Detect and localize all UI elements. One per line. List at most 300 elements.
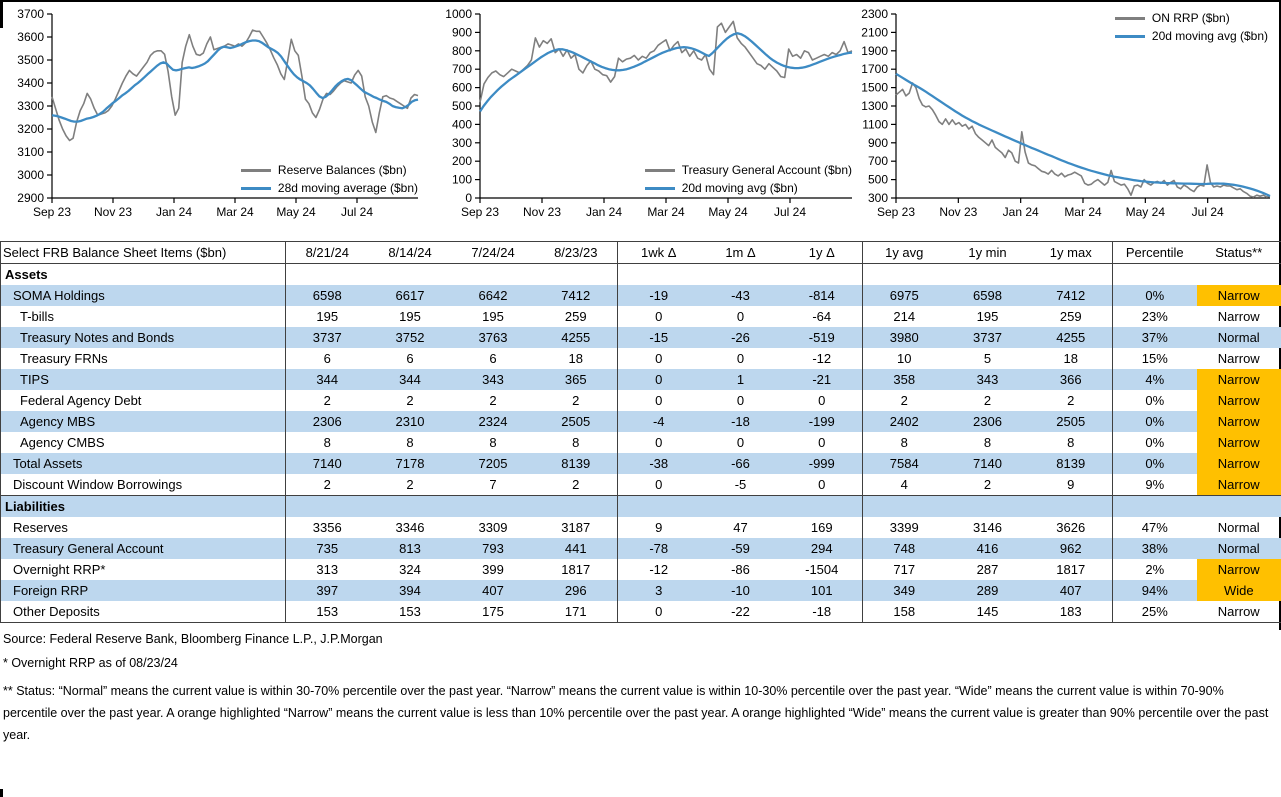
value-cell: 3737 bbox=[286, 327, 369, 348]
value-cell: 0 bbox=[782, 432, 863, 453]
row-label: Other Deposits bbox=[1, 601, 286, 623]
table-row bbox=[1, 306, 1281, 327]
value-cell: -1504 bbox=[782, 559, 863, 580]
value-cell: 0 bbox=[782, 390, 863, 411]
chart-on-rrp bbox=[850, 6, 1274, 224]
value-cell bbox=[863, 264, 946, 286]
value-cell: 0 bbox=[655, 309, 663, 324]
value-cell: 793 bbox=[452, 538, 535, 559]
value-cell: 7205 bbox=[452, 453, 535, 474]
value-cell: 3752 bbox=[369, 327, 452, 348]
svg-text:May 24: May 24 bbox=[276, 205, 316, 219]
row-label: Treasury General Account bbox=[1, 538, 286, 559]
value-cell: -43 bbox=[700, 285, 782, 306]
value-cell: 158 bbox=[893, 604, 916, 619]
value-cell bbox=[782, 496, 863, 518]
value-cell: 8139 bbox=[535, 453, 618, 474]
status-cell: Narrow bbox=[1197, 411, 1281, 432]
value-cell: -22 bbox=[731, 604, 750, 619]
column-header: 1y min bbox=[946, 242, 1030, 264]
svg-text:Jul 24: Jul 24 bbox=[1191, 205, 1224, 219]
row-label: T-bills bbox=[1, 306, 286, 327]
column-header: 1y avg bbox=[863, 242, 946, 264]
table-row bbox=[1, 517, 1281, 538]
value-cell: -12 bbox=[782, 348, 863, 369]
value-cell: 23% bbox=[1141, 309, 1168, 324]
value-cell: 183 bbox=[1030, 601, 1113, 623]
value-cell: -86 bbox=[731, 562, 750, 577]
svg-text:2100: 2100 bbox=[861, 25, 888, 40]
value-cell: 6642 bbox=[452, 285, 535, 306]
value-cell: 9 bbox=[1030, 474, 1113, 496]
status-cell: Narrow bbox=[1197, 474, 1281, 496]
value-cell: 10 bbox=[897, 351, 912, 366]
status-cell: Narrow bbox=[1217, 309, 1260, 324]
value-cell: 294 bbox=[782, 538, 863, 559]
value-cell: 399 bbox=[482, 562, 504, 577]
value-cell: 394 bbox=[369, 580, 452, 601]
table-row bbox=[1, 538, 1281, 559]
value-cell: 7 bbox=[452, 474, 535, 496]
value-cell: 169 bbox=[782, 517, 863, 538]
table-row bbox=[1, 348, 1281, 369]
svg-text:2900: 2900 bbox=[17, 191, 44, 205]
legend-swatch bbox=[1115, 35, 1145, 38]
value-cell: 7584 bbox=[863, 453, 946, 474]
svg-text:2300: 2300 bbox=[861, 7, 888, 21]
value-cell: 2 bbox=[900, 393, 908, 408]
row-label: Treasury Notes and Bonds bbox=[1, 327, 286, 348]
value-cell bbox=[369, 264, 452, 286]
svg-text:1300: 1300 bbox=[861, 99, 888, 113]
status-cell: Narrow bbox=[1217, 604, 1260, 619]
value-cell bbox=[286, 496, 369, 518]
value-cell: 344 bbox=[286, 369, 369, 390]
value-cell bbox=[782, 264, 863, 286]
value-cell: 6 bbox=[489, 351, 497, 366]
value-cell bbox=[1113, 264, 1197, 286]
value-cell: -18 bbox=[782, 601, 863, 623]
value-cell: 0% bbox=[1145, 393, 1165, 408]
value-cell: 3399 bbox=[889, 520, 919, 535]
legend-label: 20d moving avg ($bn) bbox=[1151, 29, 1268, 43]
value-cell: -59 bbox=[700, 538, 782, 559]
legend-swatch bbox=[241, 187, 271, 190]
value-cell: -814 bbox=[782, 285, 863, 306]
value-cell: 0 bbox=[655, 604, 663, 619]
svg-text:700: 700 bbox=[451, 62, 472, 77]
svg-text:Jul 24: Jul 24 bbox=[340, 205, 374, 219]
value-cell: 195 bbox=[482, 309, 504, 324]
value-cell: 4% bbox=[1113, 369, 1197, 390]
value-cell: -18 bbox=[700, 411, 782, 432]
value-cell: -12 bbox=[649, 562, 669, 577]
value-cell: 3187 bbox=[535, 517, 618, 538]
status-cell: Narrow bbox=[1197, 285, 1281, 306]
value-cell: 6 bbox=[406, 351, 414, 366]
value-cell: 6598 bbox=[946, 285, 1030, 306]
value-cell: -15 bbox=[618, 327, 700, 348]
value-cell: 195 bbox=[976, 309, 999, 324]
value-cell: 6 bbox=[323, 351, 331, 366]
value-cell: 5 bbox=[983, 351, 992, 366]
svg-text:300: 300 bbox=[451, 135, 472, 150]
value-cell: 0 bbox=[655, 351, 663, 366]
column-header: 1wk Δ bbox=[618, 242, 700, 264]
legend-entry bbox=[645, 180, 852, 196]
value-cell: 25% bbox=[1141, 604, 1168, 619]
value-cell: 15% bbox=[1141, 351, 1168, 366]
value-cell bbox=[700, 264, 782, 286]
value-cell: 2 bbox=[286, 474, 369, 496]
value-cell: 7140 bbox=[946, 453, 1030, 474]
value-cell: 2 bbox=[535, 474, 618, 496]
value-cell: 813 bbox=[369, 538, 452, 559]
row-label: TIPS bbox=[1, 369, 286, 390]
legend-swatch bbox=[645, 187, 675, 190]
svg-text:3200: 3200 bbox=[17, 122, 44, 136]
value-cell: 0 bbox=[782, 474, 863, 496]
legend-entry bbox=[241, 162, 418, 178]
value-cell: 47 bbox=[733, 520, 748, 535]
value-cell: -78 bbox=[618, 538, 700, 559]
svg-text:Mar 24: Mar 24 bbox=[1064, 205, 1102, 219]
svg-text:500: 500 bbox=[867, 172, 888, 187]
value-cell: 0 bbox=[618, 474, 700, 496]
svg-text:Mar 24: Mar 24 bbox=[647, 205, 685, 219]
row-label: Agency MBS bbox=[1, 411, 286, 432]
status-cell: Narrow bbox=[1197, 390, 1281, 411]
legend-entry bbox=[1115, 10, 1268, 26]
status-cell: Normal bbox=[1197, 327, 1281, 348]
table-row bbox=[1, 369, 1281, 390]
value-cell: 0 bbox=[736, 351, 745, 366]
value-cell: 416 bbox=[946, 538, 1030, 559]
column-header: 1y Δ bbox=[782, 242, 863, 264]
value-cell: 1817 bbox=[1030, 559, 1113, 580]
value-cell: 18 bbox=[535, 348, 618, 369]
value-cell bbox=[286, 264, 369, 286]
svg-text:200: 200 bbox=[451, 154, 472, 169]
value-cell: 8 bbox=[406, 435, 414, 450]
value-cell: 343 bbox=[946, 369, 1030, 390]
value-cell: 7140 bbox=[286, 453, 369, 474]
svg-text:100: 100 bbox=[451, 172, 472, 187]
value-cell: 358 bbox=[863, 369, 946, 390]
legend-label: 28d moving average ($bn) bbox=[277, 181, 418, 195]
table-row bbox=[1, 285, 1281, 306]
value-cell bbox=[1113, 496, 1197, 518]
status-cell: Narrow bbox=[1197, 453, 1281, 474]
table-header-row bbox=[1, 242, 1281, 264]
column-header: 8/14/24 bbox=[369, 242, 452, 264]
value-cell: 1817 bbox=[535, 559, 618, 580]
svg-text:May 24: May 24 bbox=[708, 205, 748, 219]
value-cell: 4255 bbox=[535, 327, 618, 348]
chart-legend bbox=[241, 162, 418, 196]
svg-text:Jan 24: Jan 24 bbox=[585, 205, 623, 219]
status-cell: Narrow bbox=[1197, 559, 1281, 580]
column-header: 7/24/24 bbox=[452, 242, 535, 264]
charts-row bbox=[0, 0, 1281, 232]
table-title-cell: Select FRB Balance Sheet Items ($bn) bbox=[1, 242, 286, 264]
value-cell: 313 bbox=[316, 562, 339, 577]
svg-text:Sep 23: Sep 23 bbox=[32, 205, 72, 219]
value-cell bbox=[946, 264, 1030, 286]
value-cell bbox=[369, 496, 452, 518]
value-cell: 3763 bbox=[452, 327, 535, 348]
row-label: Discount Window Borrowings bbox=[1, 474, 286, 496]
value-cell: 3309 bbox=[478, 520, 508, 535]
value-cell: 101 bbox=[782, 580, 863, 601]
status-definition-note: ** Status: “Normal” means the current value is within 30-70% percentile over the past year. “Narrow” means the current value is within 10-30% percentile over the past year. “Wide” means the current value is within 70-90% percentile over the past year. A orange highlighted “Narrow” means the current value is less than 10% percentile over the past year. A orange highlighted “Wide” means the current value is greater than 90% percentile over the past year. bbox=[3, 684, 1269, 742]
svg-text:1500: 1500 bbox=[861, 80, 888, 95]
svg-text:900: 900 bbox=[451, 25, 472, 40]
value-cell bbox=[700, 496, 782, 518]
column-header: 1y max bbox=[1030, 242, 1113, 264]
value-cell: 259 bbox=[1030, 306, 1113, 327]
svg-text:900: 900 bbox=[867, 135, 888, 150]
value-cell: 3737 bbox=[946, 327, 1030, 348]
value-cell: -26 bbox=[700, 327, 782, 348]
legend-label: 20d moving avg ($bn) bbox=[681, 181, 798, 195]
value-cell: 153 bbox=[399, 604, 421, 619]
svg-text:1900: 1900 bbox=[861, 43, 888, 58]
value-cell: 3356 bbox=[312, 520, 342, 535]
svg-text:Jan 24: Jan 24 bbox=[155, 205, 193, 219]
table-row bbox=[1, 327, 1281, 348]
row-label: Treasury FRNs bbox=[1, 348, 286, 369]
svg-text:600: 600 bbox=[451, 80, 472, 95]
table-row bbox=[1, 390, 1281, 411]
value-cell: 2 bbox=[369, 474, 452, 496]
svg-text:Nov 23: Nov 23 bbox=[93, 205, 133, 219]
status-cell: Normal bbox=[1217, 520, 1260, 535]
status-cell bbox=[1197, 496, 1281, 518]
value-cell: 7178 bbox=[369, 453, 452, 474]
legend-swatch bbox=[1115, 17, 1145, 20]
value-cell: -38 bbox=[618, 453, 700, 474]
value-cell: -519 bbox=[782, 327, 863, 348]
value-cell: 407 bbox=[452, 580, 535, 601]
svg-text:3100: 3100 bbox=[17, 145, 44, 159]
value-cell: 2 bbox=[323, 393, 331, 408]
legend-swatch bbox=[241, 169, 271, 172]
svg-text:Sep 23: Sep 23 bbox=[460, 205, 500, 219]
value-cell: 94% bbox=[1113, 580, 1197, 601]
legend-label: Treasury General Account ($bn) bbox=[681, 163, 852, 177]
value-cell: 7412 bbox=[1030, 285, 1113, 306]
chart-reserve-balances bbox=[6, 6, 422, 224]
svg-text:Nov 23: Nov 23 bbox=[522, 205, 562, 219]
value-cell: 289 bbox=[946, 580, 1030, 601]
value-cell: -19 bbox=[618, 285, 700, 306]
svg-text:Sep 23: Sep 23 bbox=[876, 205, 916, 219]
value-cell: 441 bbox=[535, 538, 618, 559]
svg-text:Mar 24: Mar 24 bbox=[216, 205, 254, 219]
value-cell: 0 bbox=[736, 435, 745, 450]
svg-text:1000: 1000 bbox=[445, 7, 472, 21]
value-cell bbox=[946, 496, 1030, 518]
value-cell bbox=[618, 264, 700, 286]
value-cell: 287 bbox=[976, 562, 999, 577]
svg-text:500: 500 bbox=[451, 99, 472, 113]
value-cell bbox=[535, 264, 618, 286]
value-cell bbox=[1030, 496, 1113, 518]
value-cell: 0 bbox=[736, 309, 745, 324]
value-cell: 195 bbox=[316, 309, 339, 324]
svg-text:0: 0 bbox=[465, 191, 472, 205]
column-header: Status** bbox=[1197, 242, 1281, 264]
value-cell: 2 bbox=[983, 393, 992, 408]
value-cell: 2 bbox=[406, 393, 414, 408]
legend-swatch bbox=[645, 169, 675, 172]
value-cell: 3346 bbox=[395, 520, 425, 535]
row-label: SOMA Holdings bbox=[1, 285, 286, 306]
status-cell: Wide bbox=[1197, 580, 1281, 601]
svg-text:800: 800 bbox=[451, 43, 472, 58]
table-row bbox=[1, 432, 1281, 453]
value-cell: 0 bbox=[736, 393, 745, 408]
value-cell: 366 bbox=[1030, 369, 1113, 390]
value-cell: 0% bbox=[1113, 285, 1197, 306]
value-cell: 2 bbox=[1030, 390, 1113, 411]
svg-text:May 24: May 24 bbox=[1125, 205, 1166, 219]
value-cell: -4 bbox=[618, 411, 700, 432]
legend-entry bbox=[1115, 28, 1268, 44]
value-cell: 18 bbox=[1030, 348, 1113, 369]
row-label: Total Assets bbox=[1, 453, 286, 474]
svg-text:3500: 3500 bbox=[17, 53, 44, 67]
status-cell: Narrow bbox=[1197, 432, 1281, 453]
value-cell: 9 bbox=[655, 520, 663, 535]
svg-text:3600: 3600 bbox=[17, 30, 44, 44]
chart-legend bbox=[1115, 10, 1268, 44]
value-cell: 343 bbox=[452, 369, 535, 390]
value-cell bbox=[1030, 264, 1113, 286]
value-cell: -999 bbox=[782, 453, 863, 474]
value-cell: 324 bbox=[399, 562, 421, 577]
svg-text:400: 400 bbox=[451, 117, 472, 132]
value-cell: 153 bbox=[316, 604, 339, 619]
svg-text:Nov 23: Nov 23 bbox=[939, 205, 978, 219]
value-cell: 195 bbox=[399, 309, 421, 324]
value-cell bbox=[535, 496, 618, 518]
value-cell: 2 bbox=[489, 393, 497, 408]
row-label: Agency CMBS bbox=[1, 432, 286, 453]
value-cell: 175 bbox=[482, 604, 504, 619]
row-label: Federal Agency Debt bbox=[1, 390, 286, 411]
table-row bbox=[1, 580, 1281, 601]
value-cell: 3 bbox=[618, 580, 700, 601]
value-cell: 407 bbox=[1030, 580, 1113, 601]
value-cell: 397 bbox=[286, 580, 369, 601]
source-note: Source: Federal Reserve Bank, Bloomberg Finance L.P., J.P.Morgan bbox=[3, 632, 383, 646]
table-row bbox=[1, 601, 1281, 623]
value-cell: 296 bbox=[535, 580, 618, 601]
svg-text:3700: 3700 bbox=[17, 7, 44, 21]
value-cell: 344 bbox=[369, 369, 452, 390]
svg-text:3400: 3400 bbox=[17, 76, 44, 90]
value-cell: 2402 bbox=[863, 411, 946, 432]
row-label: Liabilities bbox=[1, 496, 286, 518]
footnotes bbox=[3, 632, 1277, 746]
value-cell: 214 bbox=[893, 309, 916, 324]
row-label: Assets bbox=[1, 264, 286, 286]
svg-text:3300: 3300 bbox=[17, 99, 44, 113]
value-cell: 2306 bbox=[286, 411, 369, 432]
legend-label: Reserve Balances ($bn) bbox=[277, 163, 407, 177]
svg-text:Jan 24: Jan 24 bbox=[1002, 205, 1039, 219]
value-cell: -66 bbox=[700, 453, 782, 474]
table-row bbox=[1, 453, 1281, 474]
value-cell: 8 bbox=[900, 435, 908, 450]
value-cell bbox=[452, 264, 535, 286]
status-cell: Narrow bbox=[1197, 369, 1281, 390]
value-cell: 962 bbox=[1030, 538, 1113, 559]
chart-treasury-general-account bbox=[434, 6, 856, 224]
svg-text:300: 300 bbox=[867, 191, 888, 205]
value-cell bbox=[452, 496, 535, 518]
balance-sheet-table bbox=[0, 241, 1281, 623]
svg-text:1100: 1100 bbox=[862, 117, 888, 132]
value-cell: 8 bbox=[535, 432, 618, 453]
value-cell: 7412 bbox=[535, 285, 618, 306]
value-cell: 6975 bbox=[863, 285, 946, 306]
svg-text:Jul 24: Jul 24 bbox=[773, 205, 807, 219]
value-cell: -64 bbox=[782, 306, 863, 327]
legend-entry bbox=[241, 180, 418, 196]
value-cell: 8 bbox=[983, 435, 992, 450]
table-row bbox=[1, 474, 1281, 496]
legend-entry bbox=[645, 162, 852, 178]
value-cell: 0% bbox=[1145, 435, 1165, 450]
value-cell: 2306 bbox=[946, 411, 1030, 432]
section-row bbox=[1, 264, 1281, 286]
value-cell: 8 bbox=[1030, 432, 1113, 453]
svg-text:1700: 1700 bbox=[861, 62, 888, 77]
value-cell: -5 bbox=[700, 474, 782, 496]
value-cell: 349 bbox=[863, 580, 946, 601]
value-cell: 748 bbox=[863, 538, 946, 559]
value-cell: 735 bbox=[286, 538, 369, 559]
legend-label: ON RRP ($bn) bbox=[1151, 11, 1230, 25]
value-cell: 3626 bbox=[1030, 517, 1113, 538]
value-cell: 0 bbox=[618, 369, 700, 390]
svg-text:700: 700 bbox=[867, 154, 888, 169]
value-cell: 171 bbox=[535, 601, 618, 623]
value-cell: -199 bbox=[782, 411, 863, 432]
column-header: 1m Δ bbox=[700, 242, 782, 264]
value-cell: -21 bbox=[782, 369, 863, 390]
value-cell: 37% bbox=[1113, 327, 1197, 348]
status-cell bbox=[1197, 264, 1281, 286]
value-cell: 0% bbox=[1113, 411, 1197, 432]
value-cell: 717 bbox=[893, 562, 916, 577]
value-cell: 365 bbox=[535, 369, 618, 390]
value-cell: -10 bbox=[700, 580, 782, 601]
status-cell: Normal bbox=[1197, 538, 1281, 559]
column-header: 8/23/23 bbox=[535, 242, 618, 264]
value-cell: 0% bbox=[1113, 453, 1197, 474]
value-cell bbox=[863, 496, 946, 518]
value-cell: 6617 bbox=[369, 285, 452, 306]
value-cell: 3980 bbox=[863, 327, 946, 348]
value-cell: 2 bbox=[946, 474, 1030, 496]
value-cell: 8139 bbox=[1030, 453, 1113, 474]
value-cell bbox=[618, 496, 700, 518]
row-label: Foreign RRP bbox=[1, 580, 286, 601]
